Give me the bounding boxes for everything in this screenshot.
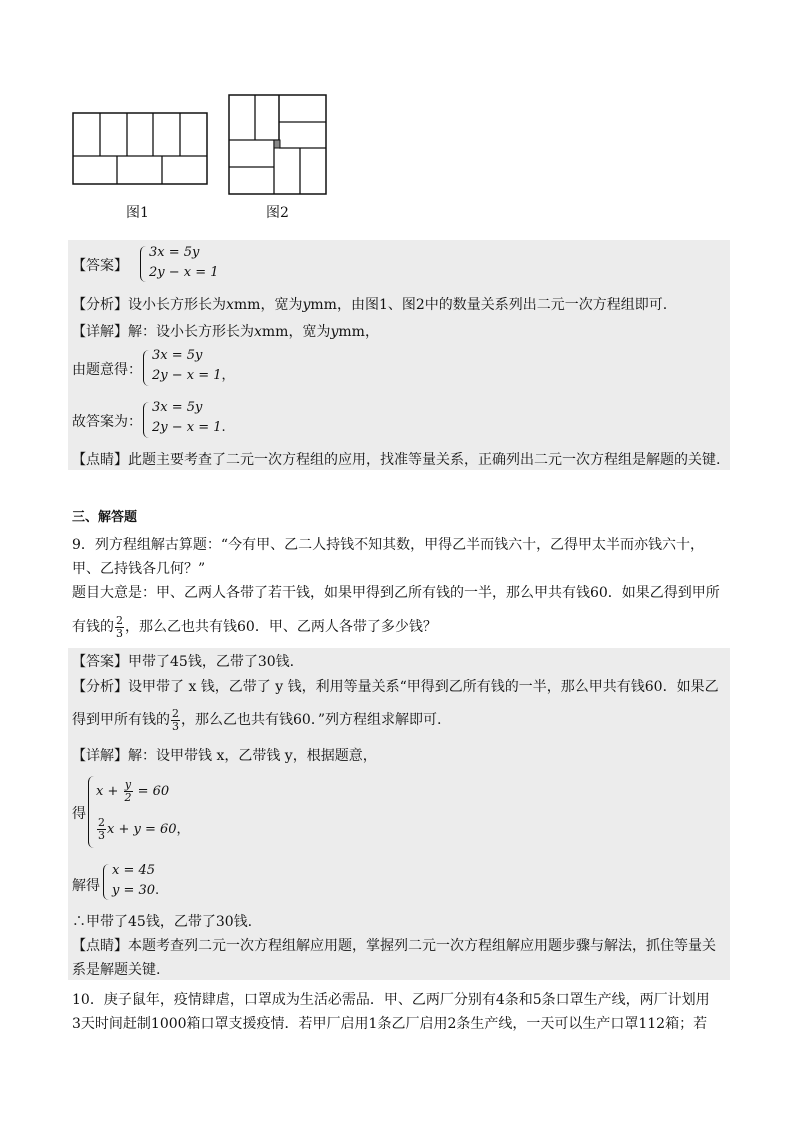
q8-so-answer: 故答案为： [72, 414, 142, 430]
q9-fraction: $\frac{2}{3}$ [116, 613, 123, 640]
figure-2 [228, 94, 328, 196]
q9-sys-brace [88, 776, 95, 848]
figure-1-label: 图1 [126, 205, 149, 221]
q9-line2: 甲、乙持钱各几何？” [72, 561, 206, 577]
figure-2-label: 图2 [266, 205, 289, 221]
q8-detail-label: 【详解】 [72, 324, 128, 340]
q8-analysis: 【分析】设小长方形长为xmm，宽为ymm，由图1、图2中的数量关系列出二元一次方程组即可. [72, 297, 668, 313]
q9-answer: 【答案】甲带了45钱，乙带了30钱. [72, 654, 295, 670]
q9-analysis-l1: 【分析】设甲带了 x 钱，乙带了 y 钱，利用等量关系“甲得到乙所有钱的一半，那么甲共有钱60．如果乙 [72, 679, 719, 695]
q8-answer-brace [140, 246, 147, 282]
q8-eq2: 2y − x = 1， [152, 368, 235, 383]
q9-comment-l1: 【点睛】本题考查列二元一次方程组解应用题，掌握列二元一次方程组解应用题步骤与解法，抓住等量关 [72, 938, 716, 954]
q9-sol1: x = 45 [112, 863, 156, 878]
q9-analysis-label: 【分析】 [72, 679, 128, 695]
q8-analysis-label: 【分析】 [72, 297, 128, 313]
q9-sys-eq1: x + $\frac{y}{2}$ = 60 [96, 778, 170, 804]
q8-ans-brace [143, 402, 150, 438]
q9-therefore: ∴甲带了45钱，乙带了30钱. [72, 914, 253, 930]
q8-comment-label: 【点睛】 [72, 452, 128, 468]
q9-comment-label: 【点睛】 [72, 938, 128, 954]
q8-answer-eq2: 2y − x = 1 [149, 265, 219, 280]
q9-line4: 有钱的 $\frac{2}{3}$ ，那么乙也共有钱60．甲、乙两人各带了多少钱？ [72, 613, 437, 640]
q9-detail-label: 【详解】 [72, 748, 128, 764]
q10-line2: 3天时间赶制1000箱口罩支援疫情．若甲厂启用1条乙厂启用2条生产线，一天可以生产口罩112箱；若 [72, 1016, 708, 1032]
q8-detail: 【详解】解：设小长方形长为xmm，宽为ymm， [72, 324, 379, 340]
q9-sys-eq2: $\frac{2}{3}$ x + y = 60， [98, 816, 190, 842]
q8-eq-brace [143, 350, 150, 386]
q9-answer-label: 【答案】 [72, 654, 128, 670]
q8-comment: 【点睛】此题主要考查了二元一次方程组的应用，找准等量关系，正确列出二元一次方程组是解题的关键. [72, 452, 721, 468]
q8-ans-eq2: 2y − x = 1. [152, 420, 226, 435]
q9-analysis-l2: 得到甲所有钱的 $\frac{2}{3}$ ，那么乙也共有钱60．”列方程组求解即可. [72, 706, 442, 733]
q9-comment-l2: 系是解题关键. [72, 962, 161, 978]
q9-solve: 解得 [72, 878, 100, 894]
q8-by-problem: 由题意得： [72, 362, 142, 378]
q9-get: 得 [72, 806, 86, 822]
q9-sol-brace [103, 864, 110, 900]
q9-sol2: y = 30. [112, 883, 160, 898]
q9-line1: 9．列方程组解古算题：“今有甲、乙二人持钱不知其数，甲得乙半而钱六十，乙得甲太半而亦钱六十， [72, 537, 705, 553]
q9-detail: 【详解】解：设甲带钱 x，乙带钱 y，根据题意， [72, 748, 377, 764]
q8-answer-eq1: 3x = 5y [149, 245, 200, 260]
q10-line1: 10．庚子鼠年，疫情肆虐，口罩成为生活必需品．甲、乙两厂分别有4条和5条口罩生产线，两厂计划用 [72, 992, 710, 1008]
section-3-title: 三、解答题 [72, 510, 138, 525]
q9-line3: 题目大意是：甲、乙两人各带了若干钱，如果甲得到乙所有钱的一半，那么甲共有钱60．如果乙得到甲所 [72, 585, 720, 601]
figure-1 [72, 112, 210, 186]
q8-ans-eq1: 3x = 5y [152, 400, 203, 415]
q8-eq1: 3x = 5y [152, 348, 203, 363]
q8-answer-label: 【答案】 [72, 258, 128, 274]
